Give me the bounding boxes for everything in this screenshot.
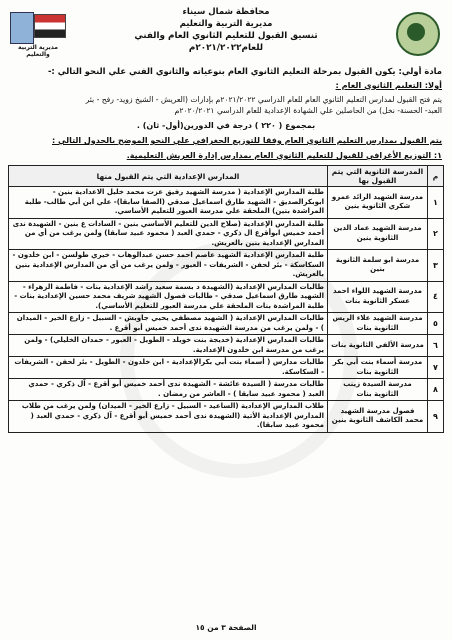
directorate-name: مديرية التربية والتعليم xyxy=(179,19,273,29)
col-header-prep: المدارس الإعدادية التي يتم القبول منها xyxy=(9,166,328,187)
section-title: أولا: التعليم الثانوي العام : xyxy=(335,80,442,90)
table-row xyxy=(9,218,444,250)
page-number: الصفحة ٣ من ١٥ xyxy=(195,623,257,632)
row-number: ٤ xyxy=(428,281,444,313)
table-row xyxy=(9,335,444,357)
governorate-logo xyxy=(396,12,440,56)
row-number: ٧ xyxy=(428,357,444,379)
row-prep-schools: طالبات المدارس الإعدادية ( الشهيد مصطفي يحيي جاويش - السبيل - زارع الخير - الميدان ) - ولمن يرغب من مدرسة الشهيدة ندى أحمد خميس أبو أقرع . xyxy=(9,313,328,335)
letterhead-text xyxy=(110,6,342,54)
admission-table xyxy=(8,165,444,433)
table-header-row xyxy=(9,166,444,187)
table-row xyxy=(9,313,444,335)
row-school: مدرسة السيدة زينب الثانوية بنات xyxy=(328,379,428,401)
table-row xyxy=(9,187,444,219)
row-school: مدرسة الشهيد علاء الريس الثانوية بنات xyxy=(328,313,428,335)
distribution-subheading: ١: التوزيع الأغرافي للقبول للتعليم الثانوي العام بمدارس إدارة العريش التعليمية. xyxy=(126,151,442,160)
paragraph-line-1: يتم فتح القبول لمدارس التعليم الثانوي العام للعام الدراسي ٢٠٢١/٢٠٢٢م بإدارات (العريش - الشيخ زويد- رفح - بئر xyxy=(85,95,442,104)
paragraph-line-2: العبد- الحسنة- نخل) من الحاصلين علي الشهادة الإعدادية للعام الدراسي ٢٠٢٠/٢٠٢١م xyxy=(174,106,442,115)
row-school: مدرسة الشهيد عماد الدين الثانوية بنين xyxy=(328,218,428,250)
admission-note: يتم القبول بمدارس التعليم الثانوي العام وفقا للتوزيع الجغرافي علي النحو الموضح بالجدول التالي : xyxy=(51,136,442,145)
row-prep-schools: طالبات المدارس الإعدادية (الشهيدة د بسمة سعيد راشد الإعدادية بنات - فاطمة الزهراء - الشهيد طارق اسماعيل صدقي - طالبات فصول الشهيد شريف محمد حسين الإعدادية بنات - طلبة المراشدة بنات الملحقة علي مدرسة العبور للتعليم الأساسي). xyxy=(9,281,328,313)
table-row xyxy=(9,401,444,433)
table-row xyxy=(9,250,444,282)
letterhead xyxy=(0,6,452,58)
row-school: مدرسة ابو سلمة الثانوية بنين xyxy=(328,250,428,282)
row-number: ٦ xyxy=(428,335,444,357)
row-prep-schools: طالبات المدارس الإعدادية (خديجة بنت خويلد - الطويل - العبور - حمدان الخليلي) - ولمن يرغب من مدرسة ابن خلدون الإعدادية. xyxy=(9,335,328,357)
row-number: ٩ xyxy=(428,401,444,433)
col-header-number: م xyxy=(428,166,444,187)
col-header-school: المدرسة الثانوية التي يتم القبول بها xyxy=(328,166,428,187)
education-logo: مديرية التربية والتعليم xyxy=(10,10,66,56)
table-row xyxy=(9,379,444,401)
row-school: مدرسة الشهيد الرائد عمرو شكري الثانوية بنين xyxy=(328,187,428,219)
row-prep-schools: طالبات مدارس ( أسماء بنت أبي بكرالإعدادية - ابن خلدون - الطويل - بئر لحفن - الشريفات - السكاسكة. xyxy=(9,357,328,379)
row-number: ٢ xyxy=(428,218,444,250)
row-prep-schools: طلبة المدارس الإعدادية (صلاح الدين للتعليم الأساسي بنين - السادات ع بنين - الشهيدة ندى أحمد خميس ابوأقرع ال ذكري - حمدي العبد ( محمود عبيد سابقا) ولمن يرغب من أي من المدارس الإعدادية بنين بالعريش. xyxy=(9,218,328,250)
row-prep-schools: طلاب المدارس الإعدادية (الساعيد - السبيل - زارع الخير - الميدان) ولمن يرغب من طلاب المدارس الإعدادية الأتية (الشهيدة ندى أحمد خميس أبو أقرع - آل ذكري - حمدي العبد ( محمود عبيد سابقا). xyxy=(9,401,328,433)
row-prep-schools: طالبات مدرسة ( السيدة عائشة - الشهيدة ندى أحمد خميس أبو أقرع - آل ذكري - حمدي العبد ( محمود عبيد سابقا ) - العاشر من رمضان . xyxy=(9,379,328,401)
row-school: مدرسة أسماء بنت أبي بكر الثانوية بنات xyxy=(328,357,428,379)
row-prep-schools: طلبة المدارس الإعدادية الشهيد عاصم احمد حسن عبدالوهاب - خيري طولسن - ابن خلدون - السكاسكة - بئر لحفن - الشريفات - العبور - ولمن يرغب من أي من المدارس الإعدادية بنين بالعريش. xyxy=(9,250,328,282)
table-row xyxy=(9,281,444,313)
total-score: بمجموع ( ٢٢٠ ) درجة في الدورين(أول- ثان) . xyxy=(136,121,316,130)
row-school: فصول مدرسة الشهيد محمد الكاشف الثانوية بنين xyxy=(328,401,428,433)
row-prep-schools: طلبة المدارس الإعدادية ( مدرسة الشهيد رفيق عزت محمد خليل الاعدادية بنين - ابوبكرالصديق - الشهيد طارق اسماعيل صدقي (الصفا سابقا)- علي ابن أبي طالب- طلبة المراشدة بنين) الملحقة علي مدرسة العبور للتعليم الأساسي. xyxy=(9,187,328,219)
row-school: مدرسة الشهيد اللواء احمد عسكر الثانوية بنات xyxy=(328,281,428,313)
article-heading: مادة أولي: يكون القبول بمرحلة التعليم الثانوي العام بنوعياته والثانوي الفني علي النحو التالي :- xyxy=(47,66,442,76)
governorate-name: محافظة شمال سيناء xyxy=(182,7,270,17)
row-number: ٥ xyxy=(428,313,444,335)
document-title: تنسيق القبول للتعليم الثانوي العام والفني للعام٢٠٢١/٢٠٢٢م xyxy=(134,31,318,53)
row-number: ١ xyxy=(428,187,444,219)
table-row xyxy=(9,357,444,379)
row-school: مدرسة الألفي الثانوية بنات xyxy=(328,335,428,357)
row-number: ٨ xyxy=(428,379,444,401)
row-number: ٣ xyxy=(428,250,444,282)
